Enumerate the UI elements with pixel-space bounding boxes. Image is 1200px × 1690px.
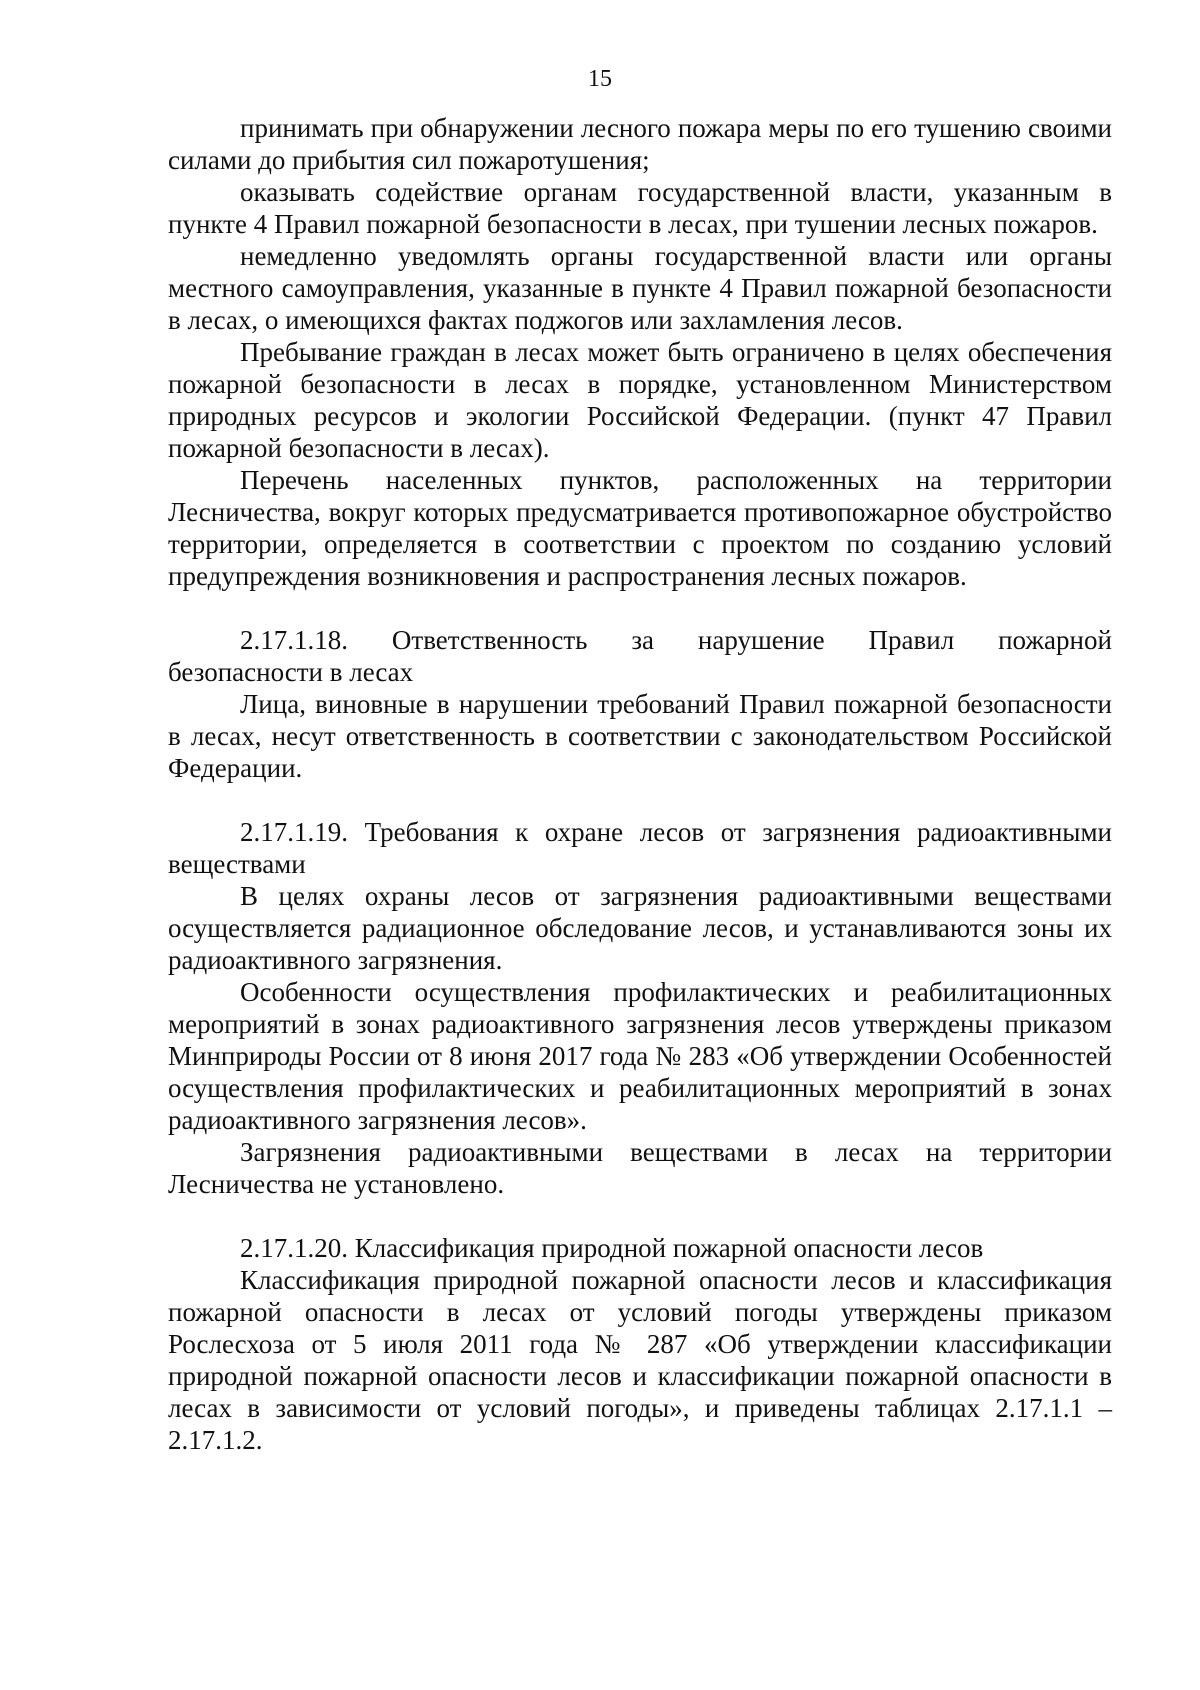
document-body <box>168 112 1112 1456</box>
paragraph: принимать при обнаружении лесного пожара меры по его тушению своими силами до прибытия сил пожаротушения; <box>168 113 1112 175</box>
page-number: 15 <box>588 66 612 92</box>
paragraph: Загрязнения радиоактивными веществами в лесах на территории Лесничества не установлено. <box>168 1137 1112 1199</box>
paragraph: немедленно уведомлять органы государственной власти или органы местного самоуправления, указанные в пункте 4 Правил пожарной безопасности в лесах, о имеющихся фактах поджогов или захламления лесов. <box>168 241 1112 335</box>
paragraph: Перечень населенных пунктов, расположенных на территории Лесничества, вокруг которых предусматривается противопожарное обустройство территории, определяется в соответствии с проектом по созданию условий предупреждения возникновения и распространения лесных пожаров. <box>168 465 1112 591</box>
heading-word: пожарной <box>998 625 1112 655</box>
heading-word: Ответственность <box>391 625 588 655</box>
paragraph: Лица, виновные в нарушении требований Правил пожарной безопасности в лесах, несут ответственность в соответствии с законодательством Российской Федерации. <box>168 689 1112 783</box>
heading-word: нарушение <box>697 625 825 655</box>
section-spacer <box>168 1200 1112 1232</box>
paragraph: Пребывание граждан в лесах может быть ограничено в целях обеспечения пожарной безопасности в лесах в порядке, установленном Министерством природных ресурсов и экологии Российской Федерации. (пункт 47 Правил пожарной безопасности в лесах). <box>168 337 1112 463</box>
section-spacer <box>168 592 1112 624</box>
heading-word: 2.17.1.18. <box>240 625 348 655</box>
paragraph: Особенности осуществления профилактических и реабилитационных мероприятий в зонах радиоактивного загрязнения лесов утверждены приказом Минприроды России от 8 июня 2017 года № 283 «Об утверждении Особенностей осуществления профилактических и реабилитационных мероприятий в зонах радиоактивного загрязнения лесов». <box>168 977 1112 1135</box>
heading-word: Правил <box>868 625 955 655</box>
paragraph: Классификация природной пожарной опасности лесов и классификация пожарной опасности в лесах от условий погоды утверждены приказом Рослесхоза от 5 июля 2011 года № 287 «Об утверждении классификации природной пожарной опасности лесов и классификации пожарной опасности в лесах в зависимости от условий погоды», и приведены таблицах 2.17.1.1 – 2.17.1.2. <box>168 1265 1112 1455</box>
section-heading-2-17-1-20: 2.17.1.20. Классификация природной пожарной опасности лесов <box>240 1233 984 1263</box>
paragraph: оказывать содействие органам государственной власти, указанным в пункте 4 Правил пожарной безопасности в лесах, при тушении лесных пожаров. <box>168 177 1112 239</box>
section-heading-2-17-1-18 <box>168 624 1112 656</box>
section-spacer <box>168 784 1112 816</box>
paragraph: В целях охраны лесов от загрязнения радиоактивными веществами осуществляется радиационное обследование лесов, и устанавливаются зоны их радиоактивного загрязнения. <box>168 881 1112 975</box>
section-heading-continuation: безопасности в лесах <box>168 657 414 687</box>
section-heading-2-17-1-19: 2.17.1.19. Требования к охране лесов от загрязнения радиоактивными веществами <box>168 817 1112 879</box>
heading-word: за <box>631 625 654 655</box>
